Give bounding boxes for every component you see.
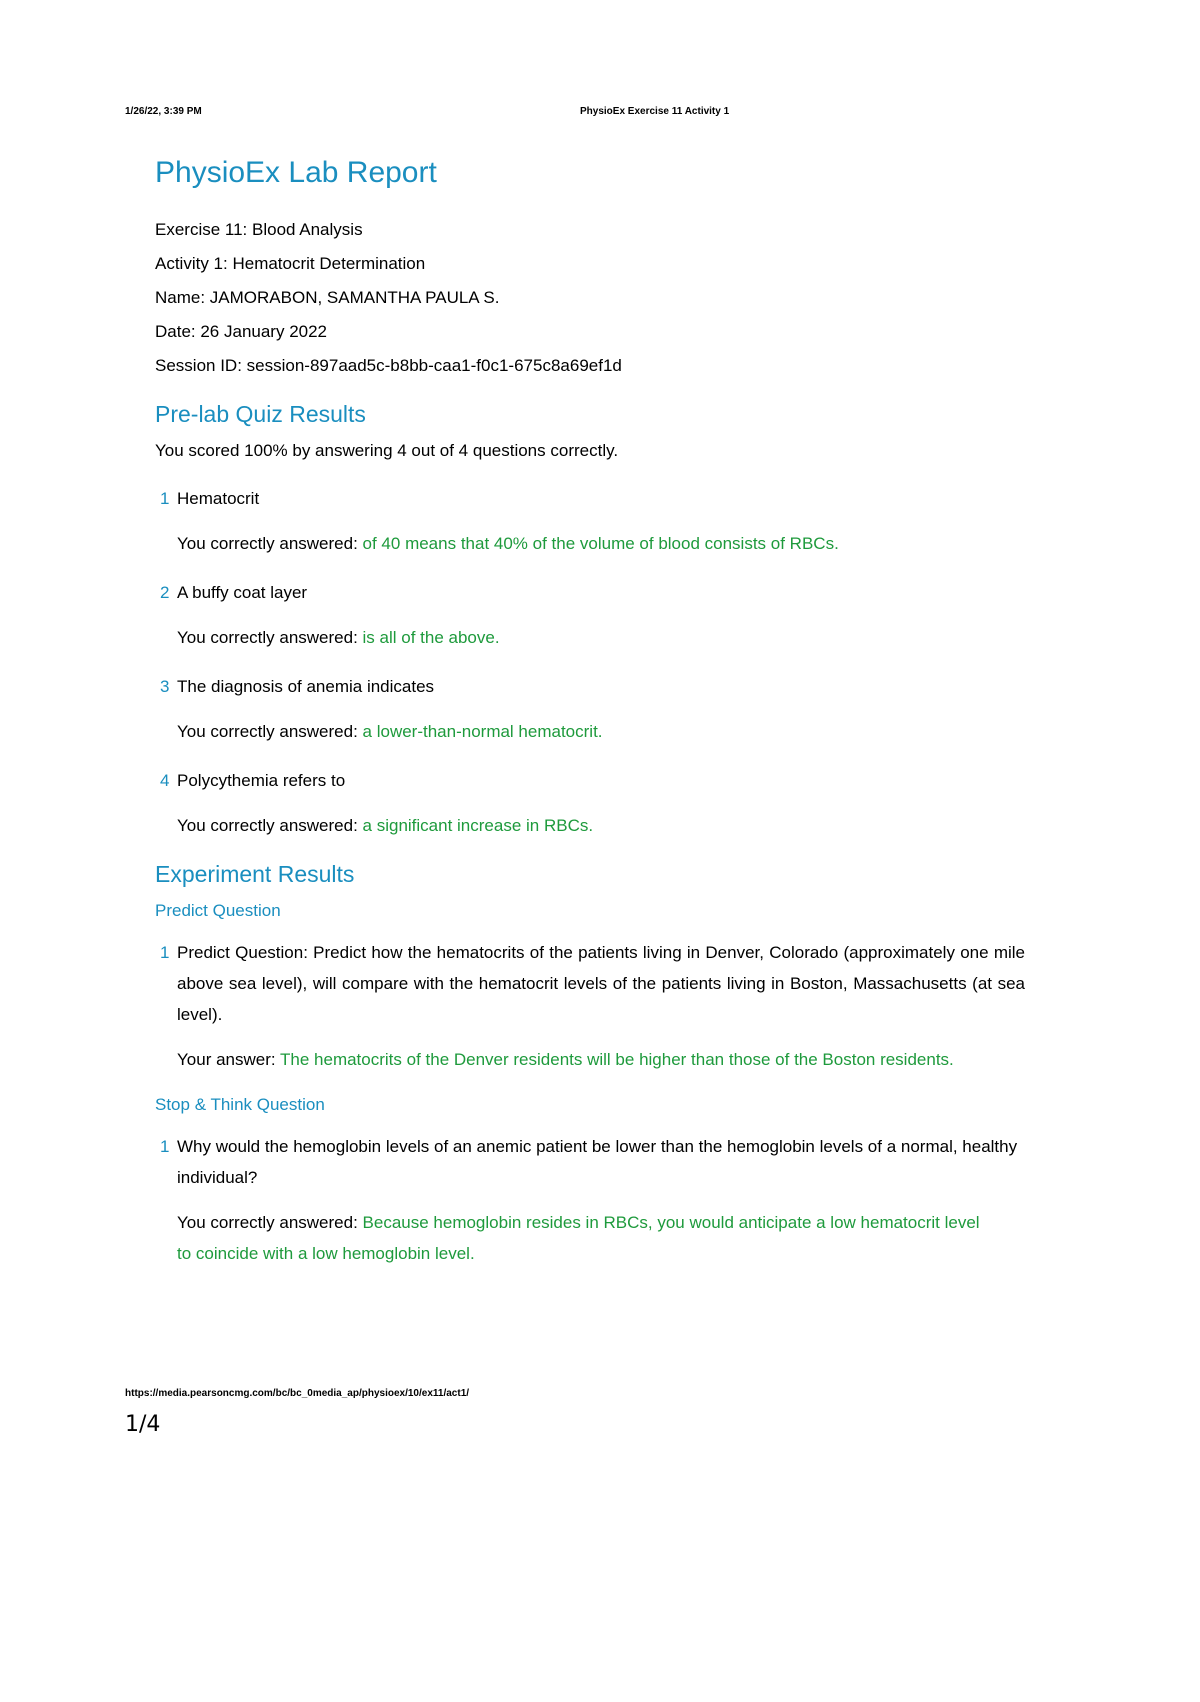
activity-line: Activity 1: Hematocrit Determination [155,254,426,273]
answer-prefix: You correctly answered: [177,1213,363,1232]
answer-line [155,622,1025,653]
question-number: 1 [160,489,170,508]
question-label: Polycythemia refers to [177,771,346,790]
exercise-line: Exercise 11: Blood Analysis [155,220,363,239]
answer-line [155,810,1025,841]
answer-prefix: You correctly answered: [177,816,363,835]
stop-think-question [155,1131,1025,1269]
answer-text: a significant increase in RBCs. [362,816,594,835]
question-number: 2 [160,583,170,602]
question-label: A buffy coat layer [177,583,308,602]
answer-prefix: You correctly answered: [177,722,363,741]
question-label: Hematocrit [177,489,260,508]
answer-text: is all of the above. [362,628,500,647]
prelab-heading: Pre-lab Quiz Results [155,401,366,427]
question-text [155,483,1025,514]
question-number: 1 [160,1137,170,1156]
report-title: PhysioEx Lab Report [155,156,437,189]
answer-text: of 40 means that 40% of the volume of blood consists of RBCs. [362,534,839,553]
answer-prefix: Your answer: [177,1050,281,1069]
answer-prefix: You correctly answered: [177,628,363,647]
question-text [155,765,1025,796]
question-text [155,1131,1025,1193]
print-datetime: 1/26/22, 3:39 PM [125,106,202,117]
stop-think-heading: Stop & Think Question [155,1095,325,1114]
answer-text: The hematocrits of the Denver residents will be higher than those of the Boston residents. [280,1050,954,1069]
answer-line [155,1044,1025,1075]
student-name: Name: JAMORABON, SAMANTHA PAULA S. [155,288,500,307]
prelab-question-1 [155,483,1025,559]
page-number: 1/4 [125,1412,161,1437]
print-url: https://media.pearsoncmg.com/bc/bc_0media_ap/physioex/10/ex11/act1/ [125,1388,470,1399]
answer-line [155,1207,1025,1269]
print-page-title: PhysioEx Exercise 11 Activity 1 [580,106,730,117]
answer-text: a lower-than-normal hematocrit. [362,722,603,741]
answer-prefix: You correctly answered: [177,534,363,553]
question-text [155,671,1025,702]
answer-line [155,716,1025,747]
prelab-question-2 [155,577,1025,653]
question-number: 1 [160,943,170,962]
session-id: Session ID: session-897aad5c-b8bb-caa1-f0c1-675c8a69ef1d [155,356,622,375]
prelab-question-3 [155,671,1025,747]
report-date: Date: 26 January 2022 [155,322,328,341]
question-label: Why would the hemoglobin levels of an anemic patient be lower than the hemoglobin levels of a normal, healthy individual? [177,1137,1018,1187]
question-text [155,937,1025,1030]
answer-line [155,528,1025,559]
experiment-heading: Experiment Results [155,861,355,887]
prelab-question-4 [155,765,1025,841]
answer-text: Because hemoglobin resides in RBCs, you would anticipate a low hematocrit level to coincide with a low hemoglobin level. [177,1213,980,1263]
prelab-score: You scored 100% by answering 4 out of 4 questions correctly. [155,441,619,460]
report-content [155,155,1025,1287]
predict-question [155,937,1025,1075]
question-label: The diagnosis of anemia indicates [177,677,435,696]
question-text [155,577,1025,608]
question-number: 4 [160,771,170,790]
predict-heading: Predict Question [155,901,281,920]
question-label: Predict Question: Predict how the hematocrits of the patients living in Denver, Colorado (approximately one mile above sea level), will compare with the hematocrit levels of the patients living in Boston, Massachusetts (at sea level). [177,943,1025,1024]
question-number: 3 [160,677,170,696]
print-header [125,106,1025,120]
